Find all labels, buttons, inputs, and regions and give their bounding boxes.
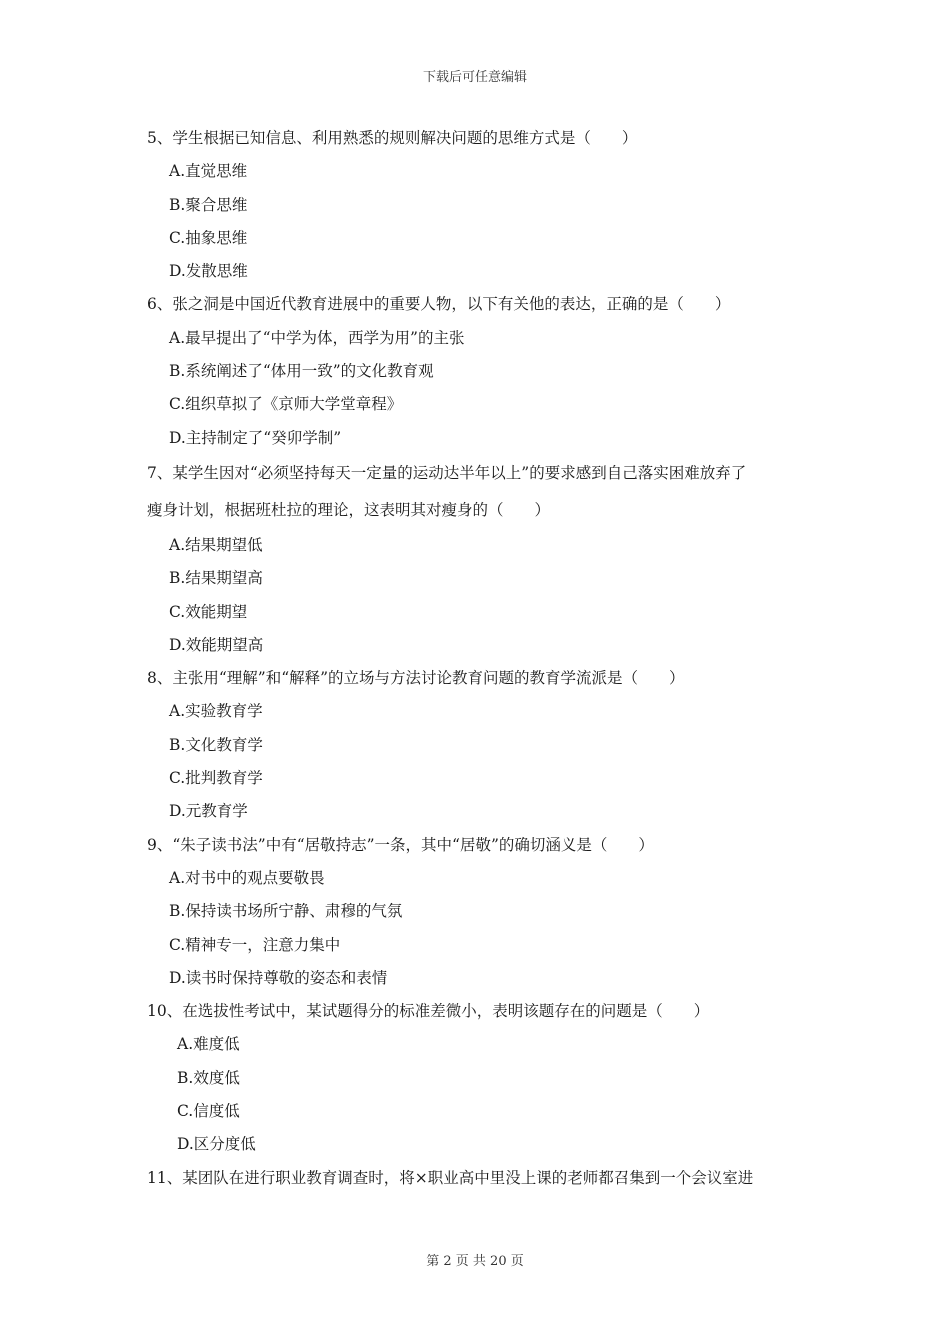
question-9-option-c: C.精神专一，注意力集中 xyxy=(169,935,341,954)
question-7-option-b: B.结果期望高 xyxy=(169,569,263,588)
question-8-option-b: B.文化教育学 xyxy=(169,735,263,754)
question-5-option-d: D.发散思维 xyxy=(169,262,248,281)
question-6-option-b: B.系统阐述了“体用一致”的文化教育观 xyxy=(169,362,434,381)
question-5-option-c: C.抽象思维 xyxy=(169,228,248,247)
question-8-option-c: C.批判教育学 xyxy=(169,769,263,788)
page-header: 下载后可任意编辑 xyxy=(422,70,527,85)
question-9-stem: 9、“朱子读书法”中有“居敬持志”一条，其中“居敬”的确切涵义是（ ） xyxy=(147,835,654,854)
question-10-option-b: B.效度低 xyxy=(177,1068,240,1087)
question-5-option-a: A.直觉思维 xyxy=(169,162,248,181)
question-9-option-a: A.对书中的观点要敬畏 xyxy=(169,868,325,887)
question-7-option-c: C.效能期望 xyxy=(169,602,248,621)
question-6-option-d: D.主持制定了“癸卯学制” xyxy=(169,428,342,447)
question-10-option-d: D.区分度低 xyxy=(177,1135,256,1154)
question-10-stem: 10、在选拔性考试中，某试题得分的标准差微小，表明该题存在的问题是（ ） xyxy=(147,1002,710,1021)
question-9-option-b: B.保持读书场所宁静、肃穆的气氛 xyxy=(169,902,403,921)
question-8-option-a: A.实验教育学 xyxy=(169,702,263,721)
page-footer: 第 2 页 共 20 页 xyxy=(426,1254,524,1269)
question-7-stem-line-1: 7、某学生因对“必须坚持每天一定量的运动达半年以上”的要求感到自己落实困难放弃了 xyxy=(147,463,747,482)
question-6-stem: 6、张之洞是中国近代教育进展中的重要人物，以下有关他的表达，正确的是（ ） xyxy=(147,295,731,314)
question-7-option-d: D.效能期望高 xyxy=(169,635,264,654)
question-10-option-a: A.难度低 xyxy=(177,1035,240,1054)
question-6-option-a: A.最早提出了“中学为体，西学为用”的主张 xyxy=(169,328,465,347)
question-5-stem: 5、学生根据已知信息、利用熟悉的规则解决问题的思维方式是（ ） xyxy=(147,129,638,147)
question-6-option-c: C.组织草拟了《京师大学堂章程》 xyxy=(169,395,403,414)
question-7-option-a: A.结果期望低 xyxy=(169,535,263,554)
question-list xyxy=(147,122,817,1195)
question-7-stem-line-2: 瘦身计划，根据班杜拉的理论，这表明其对瘦身的（ ） xyxy=(147,500,551,519)
question-8-option-d: D.元教育学 xyxy=(169,802,248,821)
question-11-stem: 11、某团队在进行职业教育调查时，将×职业高中里没上课的老师都召集到一个会议室进 xyxy=(147,1168,754,1187)
question-10-option-c: C.信度低 xyxy=(177,1102,240,1121)
question-8-stem: 8、主张用“理解”和“解释”的立场与方法讨论教育问题的教育学流派是（ ） xyxy=(147,669,685,688)
question-9-option-d: D.读书时保持尊敬的姿态和表情 xyxy=(169,968,388,987)
question-5-option-b: B.聚合思维 xyxy=(169,195,248,214)
